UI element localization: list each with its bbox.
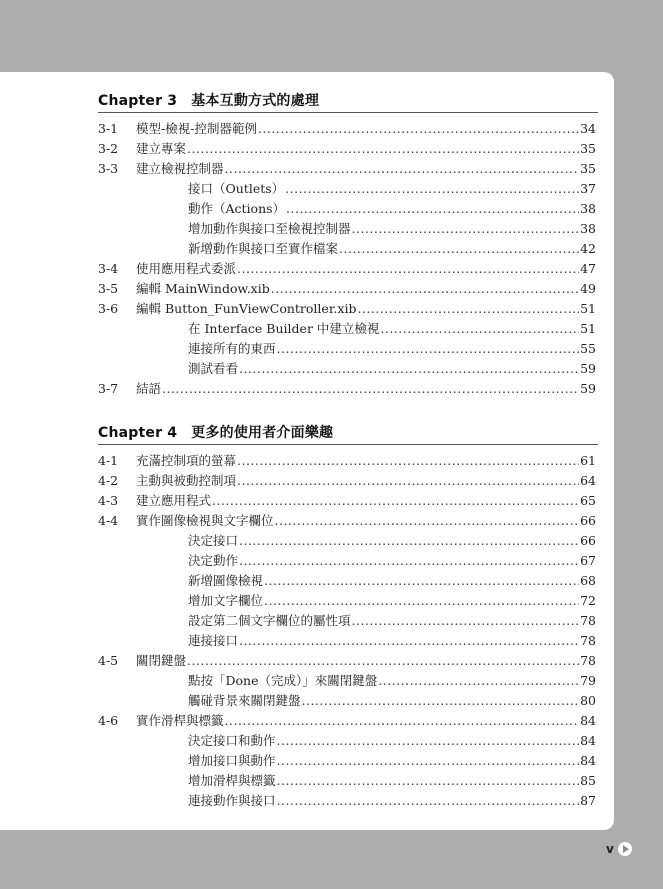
section-number: 3-2 xyxy=(98,141,119,156)
subsection-title: 決定動作 xyxy=(188,553,239,568)
leader-dots xyxy=(239,631,579,651)
toc-entry xyxy=(98,611,596,631)
page-ref: 55 xyxy=(580,341,596,356)
page-ref: 67 xyxy=(580,553,596,568)
section-title: 實作圖像檢視與文字欄位 xyxy=(136,513,274,528)
leader-dots xyxy=(302,691,580,711)
leader-dots xyxy=(212,491,579,511)
subsection-title: 動作（Actions） xyxy=(188,201,286,216)
page-ref: 34 xyxy=(580,121,596,136)
page-ref: 78 xyxy=(580,613,596,628)
chapter-name: 基本互動方式的處理 xyxy=(191,93,320,109)
toc-entry xyxy=(98,319,596,339)
chapter-title xyxy=(98,90,598,110)
toc-entry xyxy=(98,751,596,771)
section-number: 3-7 xyxy=(98,381,119,396)
page-ref: 66 xyxy=(580,513,596,528)
leader-dots xyxy=(162,379,579,399)
subsection-title: 決定接口 xyxy=(188,533,239,548)
section-number: 4-3 xyxy=(98,493,119,508)
section-title: 主動與被動控制項 xyxy=(136,473,237,488)
section-title: 充滿控制項的螢幕 xyxy=(136,453,237,468)
toc-entry xyxy=(98,651,596,671)
page-ref: 42 xyxy=(580,241,596,256)
toc-entry xyxy=(98,571,596,591)
chapter-name: 更多的使用者介面樂趣 xyxy=(191,425,334,441)
subsection-title: 連接接口 xyxy=(188,633,239,648)
page-ref: 80 xyxy=(580,693,596,708)
page-ref: 61 xyxy=(580,453,596,468)
section-number: 4-5 xyxy=(98,653,119,668)
toc-entry xyxy=(98,551,596,571)
page-ref: 66 xyxy=(580,533,596,548)
subsection-title: 新增動作與接口至實作檔案 xyxy=(188,241,339,256)
section-title: 編輯 MainWindow.xib xyxy=(136,281,270,296)
page-ref: 47 xyxy=(580,261,596,276)
leader-dots xyxy=(264,591,579,611)
subsection-title: 增加滑桿與標籤 xyxy=(188,773,276,788)
toc-entry xyxy=(98,299,596,319)
toc-entry xyxy=(98,791,596,811)
section-number: 4-2 xyxy=(98,473,119,488)
leader-dots xyxy=(277,731,580,751)
toc-entry xyxy=(98,159,596,179)
subsection-title: 在 Interface Builder 中建立檢視 xyxy=(188,321,380,336)
toc-entry xyxy=(98,691,596,711)
section-number: 4-4 xyxy=(98,513,119,528)
section-title: 關閉鍵盤 xyxy=(136,653,187,668)
chapter-title xyxy=(98,422,598,442)
toc-entry xyxy=(98,591,596,611)
page-ref: 84 xyxy=(580,733,596,748)
page-ref: 78 xyxy=(580,653,596,668)
leader-dots xyxy=(380,319,579,339)
subsection-title: 增加文字欄位 xyxy=(188,593,264,608)
leader-dots xyxy=(239,531,579,551)
section-number: 3-6 xyxy=(98,301,119,316)
toc-entry xyxy=(98,631,596,651)
leader-dots xyxy=(237,471,579,491)
page-ref: 87 xyxy=(580,793,596,808)
leader-dots xyxy=(378,671,579,691)
toc-entry xyxy=(98,179,596,199)
page-number: v xyxy=(606,842,614,856)
subsection-title: 點按「Done（完成）」來關閉鍵盤 xyxy=(188,673,378,688)
leader-dots xyxy=(239,551,579,571)
page-ref: 59 xyxy=(580,361,596,376)
section-number: 4-1 xyxy=(98,453,119,468)
page-ref: 68 xyxy=(580,573,596,588)
section-title: 實作滑桿與標籤 xyxy=(136,713,224,728)
section-number: 3-1 xyxy=(98,121,119,136)
leader-dots xyxy=(277,751,580,771)
subsection-title: 接口（Outlets） xyxy=(188,181,285,196)
leader-dots xyxy=(352,611,580,631)
leader-dots xyxy=(187,139,579,159)
chapter-label: Chapter 4 xyxy=(98,425,178,441)
toc-entry xyxy=(98,119,596,139)
toc-entry xyxy=(98,491,596,511)
page-ref: 35 xyxy=(580,161,596,176)
page-ref: 51 xyxy=(580,301,596,316)
subsection-title: 決定接口和動作 xyxy=(188,733,276,748)
subsection-title: 增加接口與動作 xyxy=(188,753,276,768)
toc-entry xyxy=(98,359,596,379)
page-ref: 51 xyxy=(580,321,596,336)
leader-dots xyxy=(275,511,580,531)
subsection-title: 連接所有的東西 xyxy=(188,341,276,356)
section-title: 模型-檢視-控制器範例 xyxy=(136,121,257,136)
section-title: 建立應用程式 xyxy=(136,493,212,508)
page-ref: 37 xyxy=(580,181,596,196)
page-ref: 72 xyxy=(580,593,596,608)
chapter-4-heading xyxy=(98,422,598,445)
toc-entry xyxy=(98,711,596,731)
page-ref: 78 xyxy=(580,633,596,648)
play-arrow-icon xyxy=(618,842,632,856)
toc-entry xyxy=(98,451,596,471)
leader-dots xyxy=(285,179,579,199)
toc-entry xyxy=(98,219,596,239)
section-number: 4-6 xyxy=(98,713,119,728)
leader-dots xyxy=(277,791,580,811)
leader-dots xyxy=(352,219,580,239)
page-ref: 38 xyxy=(580,201,596,216)
section-number: 3-5 xyxy=(98,281,119,296)
leader-dots xyxy=(286,199,579,219)
toc-entry xyxy=(98,339,596,359)
section-title: 使用應用程式委派 xyxy=(136,261,237,276)
subsection-title: 新增圖像檢視 xyxy=(188,573,264,588)
page-ref: 85 xyxy=(580,773,596,788)
leader-dots xyxy=(225,711,580,731)
chapter-3-toc-list xyxy=(98,119,596,399)
page-folio xyxy=(606,842,632,856)
leader-dots xyxy=(357,299,579,319)
leader-dots xyxy=(277,771,580,791)
section-title: 結語 xyxy=(136,381,162,396)
leader-dots xyxy=(258,119,579,139)
page-ref: 65 xyxy=(580,493,596,508)
subsection-title: 增加動作與接口至檢視控制器 xyxy=(188,221,351,236)
page-ref: 64 xyxy=(580,473,596,488)
leader-dots xyxy=(237,259,579,279)
section-number: 3-4 xyxy=(98,261,119,276)
toc-entry xyxy=(98,139,596,159)
leader-dots xyxy=(237,451,579,471)
toc-entry xyxy=(98,279,596,299)
leader-dots xyxy=(339,239,579,259)
leader-dots xyxy=(264,571,579,591)
section-title: 建立檢視控制器 xyxy=(136,161,224,176)
leader-dots xyxy=(187,651,579,671)
toc-entry xyxy=(98,731,596,751)
subsection-title: 觸碰背景來關閉鍵盤 xyxy=(188,693,301,708)
subsection-title: 連接動作與接口 xyxy=(188,793,276,808)
toc-entry xyxy=(98,531,596,551)
subsection-title: 測試看看 xyxy=(188,361,239,376)
toc-entry xyxy=(98,379,596,399)
toc-entry xyxy=(98,239,596,259)
section-title: 編輯 Button_FunViewController.xib xyxy=(136,301,357,316)
leader-dots xyxy=(271,279,579,299)
chapter-label: Chapter 3 xyxy=(98,93,178,109)
page-ref: 38 xyxy=(580,221,596,236)
section-number: 3-3 xyxy=(98,161,119,176)
subsection-title: 設定第二個文字欄位的屬性項 xyxy=(188,613,351,628)
chapter-4-toc-list xyxy=(98,451,596,811)
leader-dots xyxy=(225,159,580,179)
page-ref: 84 xyxy=(580,753,596,768)
page-ref: 84 xyxy=(580,713,596,728)
page-ref: 59 xyxy=(580,381,596,396)
toc-entry xyxy=(98,259,596,279)
leader-dots xyxy=(277,339,580,359)
chapter-3-heading xyxy=(98,90,598,113)
leader-dots xyxy=(239,359,579,379)
section-title: 建立專案 xyxy=(136,141,187,156)
toc-entry xyxy=(98,771,596,791)
toc-entry xyxy=(98,471,596,491)
toc-entry xyxy=(98,671,596,691)
page-ref: 79 xyxy=(580,673,596,688)
page-ref: 49 xyxy=(580,281,596,296)
toc-entry xyxy=(98,511,596,531)
page-ref: 35 xyxy=(580,141,596,156)
toc-entry xyxy=(98,199,596,219)
